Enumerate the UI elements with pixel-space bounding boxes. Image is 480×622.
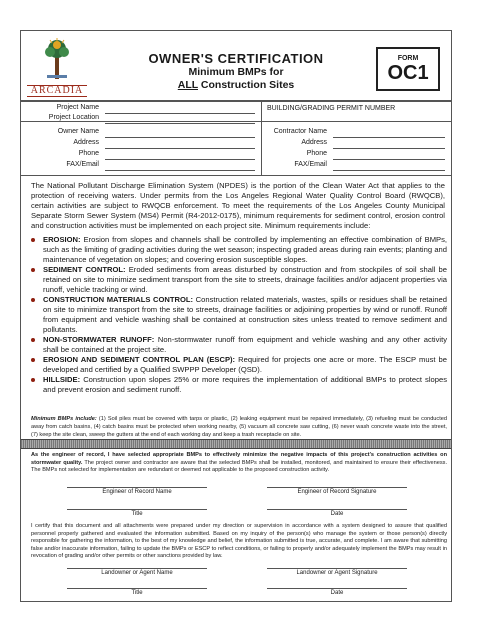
engineer-signature-field[interactable]: Engineer of Record Signature xyxy=(267,487,407,497)
contractor-address-label: Address xyxy=(301,139,327,146)
contractor-name-label: Contractor Name xyxy=(273,128,327,135)
title-line-1: OWNER'S CERTIFICATION xyxy=(148,51,324,66)
contractor-phone-field[interactable] xyxy=(333,150,445,160)
owner-name-field[interactable] xyxy=(105,128,255,138)
date-field[interactable]: Date xyxy=(267,588,407,598)
list-item: CONSTRUCTION MATERIALS CONTROL: Construction related materials, wastes, spills or residues shall be retained on site to minimize transport from the site to streets, drainage facilities or adjoining properties by wind or runoff. Runoff from equipment and vehicle washing shall be contained at construction sites unless treated to remove sediment and pollutants. xyxy=(31,295,447,335)
list-item: EROSION: Erosion from slopes and channels shall be controlled by implementing an effective combination of BMPs, such as the limiting of grading activities during the wet season; inspecting graded areas during rain events; planting and maintenance of vegetation on slopes; and covering erosion susceptible slopes. xyxy=(31,235,447,265)
owner-address-label: Address xyxy=(73,139,99,146)
contractor-fax-field[interactable] xyxy=(333,161,445,171)
divider xyxy=(21,175,451,176)
bullet-icon xyxy=(31,238,35,242)
form-header xyxy=(21,31,451,101)
owner-address-field[interactable] xyxy=(105,139,255,149)
form-sheet xyxy=(20,30,452,602)
bullet-icon xyxy=(31,298,35,302)
engineer-statement: As the engineer of record, I have selected appropriate BMPs to effectively minimize the negative impacts of this project's construction activities on stormwater quality. The project owner and contractor are aware that the selected BMPs shall be installed, monitored, and maintained to ensure their effectiveness. The BMPs not selected for implementation are redundant or deemed not applicable to the proposed construction activity. xyxy=(31,452,448,473)
bullet-icon xyxy=(31,358,35,362)
divider xyxy=(261,121,262,175)
bullet-icon xyxy=(31,268,35,272)
owner-fax-field[interactable] xyxy=(105,161,255,171)
title-line-2: Minimum BMPs for xyxy=(188,66,284,78)
npdes-intro: The National Pollutant Discharge Elimination System (NPDES) is the portion of the Clean Water Act that applies to the protection of receiving waters. Under permits from the Los Angeles Regional Water Quality Control Board (RWQCB), certain activities are subject to RWQCB enforcement. To meet the requirements of the Los Angeles County Municipal Separate Storm Sewer System (MS4) Permit (R4-2012-0175), minimum requirements for sediment control, erosion control and construction activities must be implemented on each project site. Minimum requirements include: xyxy=(31,181,445,230)
form-title xyxy=(111,51,361,92)
engineer-name-field[interactable]: Engineer of Record Name xyxy=(67,487,207,497)
project-location-field[interactable] xyxy=(105,114,255,124)
divider xyxy=(21,101,451,102)
certification-statement: I certify that this document and all attachments were prepared under my direction or supervision in accordance with a system designed to assure that qualified personnel properly gathered and evaluated the information submitted. Based on my inquiry of the person(s) who manage the system or those person(s) directly responsible for gathering the information, to the best of my knowledge and belief, the information submitted is true, accurate, and complete. I am aware that submitting false and/or inaccurate information, failing to update the BMPs or ESCP to reflect conditions, or failing to properly and/or adequately implement the BMPs may result in revocation of grading and/or other permits or other sanctions provided by law. xyxy=(31,523,447,559)
project-location-label: Project Location xyxy=(48,114,99,121)
contractor-name-field[interactable] xyxy=(333,128,445,138)
tree-icon xyxy=(40,37,74,81)
list-item: HILLSIDE: Construction upon slopes 25% or more requires the implementation of additional BMPs to protect slopes and prevent erosion and sediment runoff. xyxy=(31,375,447,395)
list-item: SEDIMENT CONTROL: Eroded sediments from areas disturbed by construction and from stockpiles of soil shall be retained on site to minimize sediment transport from the site to streets, drainage facilities and/or adjacent properties via runoff, vehicle tracking or wind. xyxy=(31,265,447,295)
owner-phone-field[interactable] xyxy=(105,150,255,160)
owner-fax-label: FAX/Email xyxy=(66,161,99,168)
title-line-3 xyxy=(111,79,361,92)
divider xyxy=(261,101,262,121)
requirements-list xyxy=(31,235,447,395)
separator-band xyxy=(21,439,451,449)
project-name-label: Project Name xyxy=(56,104,99,111)
logo-text: ARCADIA xyxy=(27,85,87,97)
permit-number-label: BUILDING/GRADING PERMIT NUMBER xyxy=(267,105,396,112)
form-label: FORM xyxy=(397,55,419,62)
contractor-fax-label: FAX/Email xyxy=(294,161,327,168)
title-rest: Construction Sites xyxy=(200,79,295,91)
title-field[interactable]: Title xyxy=(67,588,207,598)
arcadia-logo xyxy=(27,37,87,97)
minimum-bmps: Minimum BMPs include: (1) Soil piles must be covered with tarps or plastic, (2) leaking equipment must be repaired immediately, (3) refueling must be conducted away from catch basins, (4) catch basins must be protected when working nearby, (5) vacuum all concrete saw cutting, (6) never wash concrete waste into the street, (7) keep the site clean, sweep the gutters at the end of each working day and keep a trash receptacle on site. xyxy=(31,416,447,438)
title-field[interactable]: Title xyxy=(67,509,207,519)
form-number-box xyxy=(376,47,440,91)
owner-name-label: Owner Name xyxy=(57,128,99,135)
list-item: NON-STORMWATER RUNOFF: Non-stormwater runoff from equipment and vehicle washing and any other activity shall be contained at the project site. xyxy=(31,335,447,355)
title-all: ALL xyxy=(177,79,198,91)
bullet-icon xyxy=(31,378,35,382)
owner-phone-label: Phone xyxy=(78,150,99,157)
contractor-address-field[interactable] xyxy=(333,139,445,149)
form-number: OC1 xyxy=(387,62,429,84)
date-field[interactable]: Date xyxy=(267,509,407,519)
project-name-field[interactable] xyxy=(105,104,255,114)
bullet-icon xyxy=(31,338,35,342)
landowner-signature-field[interactable]: Landowner or Agent Signature xyxy=(267,568,407,578)
landowner-name-field[interactable]: Landowner or Agent Name xyxy=(67,568,207,578)
contractor-phone-label: Phone xyxy=(306,150,327,157)
list-item: EROSION AND SEDIMENT CONTROL PLAN (ESCP): Required for projects one acre or more. The ESCP must be developed and certified by a Qualified SWPPP Developer (QSD). xyxy=(31,355,447,375)
